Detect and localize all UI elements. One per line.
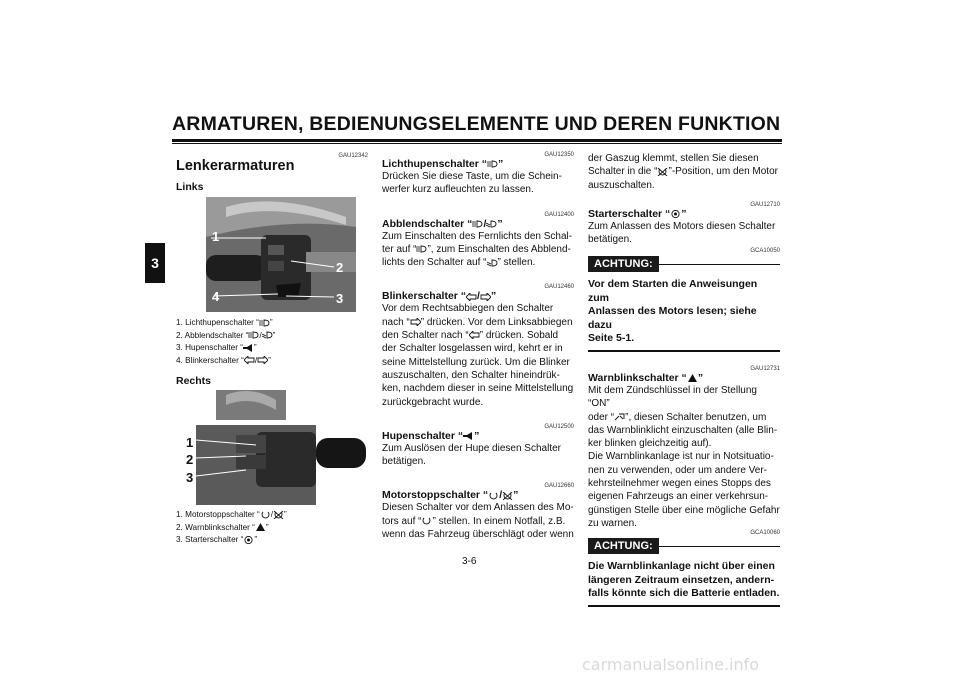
low-beam-icon [487, 259, 498, 267]
links-label: Links [176, 181, 204, 193]
callout-3: 3 [186, 470, 194, 485]
links-captions [176, 317, 366, 367]
caution-text: Die Warnblinkanlage nicht über einen längeren Zeitraum einsetzen, andern- falls könnte sich die Batterie entladen. [588, 560, 780, 600]
engine-stop-icon [273, 511, 284, 519]
middle-column [382, 152, 574, 541]
turn-right-icon [410, 318, 421, 326]
section-code: GAU12460 [544, 284, 574, 291]
caption-item: 2. Warnblinkschalter “ ” [176, 522, 269, 532]
high-beam-icon [248, 331, 259, 339]
header-rule [172, 139, 782, 142]
engine-run-icon [260, 511, 271, 519]
caution-badge: ACHTUNG: [588, 538, 659, 554]
callout-3: 3 [336, 291, 344, 306]
left-handlebar-illustration [206, 197, 356, 312]
section-code: GAU12350 [544, 152, 574, 158]
section-code: GAU12660 [544, 483, 574, 490]
section-title: Hupenschalter “ ” [382, 429, 480, 442]
paragraph: Zum Auslösen der Hupe diesen Schalter betätigen. [382, 442, 561, 468]
hazard-icon [255, 523, 266, 531]
caption-item: 3. Hupenschalter “ ” [176, 343, 257, 352]
caution-code: GCA10060 [750, 530, 780, 537]
paragraph: Zum Einschalten des Fernlichts den Schal- ter auf “ ”, zum Einschalten des Abblend- lichts den Schalter auf “ ” stellen. [382, 230, 573, 269]
turn-right-icon [480, 293, 491, 301]
chapter-tab: 3 [145, 243, 165, 283]
section-title: Blinkerschalter “ / ” [382, 290, 497, 303]
caption-item: 1. Lichthupenschalter “ ” [176, 318, 273, 327]
header-rule-thin [172, 143, 782, 144]
right-handlebar-photo [176, 390, 366, 505]
rechts-captions [176, 509, 366, 547]
callout-2: 2 [186, 452, 194, 467]
caption-item: 1. Motorstoppschalter “ / ” [176, 510, 287, 519]
high-beam-flash-icon [259, 319, 270, 327]
caution-bottom-rule [588, 350, 780, 352]
caution-badge: ACHTUNG: [588, 256, 659, 272]
turn-left-icon [244, 356, 255, 364]
engine-run-icon [421, 517, 432, 525]
caution-bottom-rule [588, 605, 780, 607]
callout-4: 4 [212, 289, 220, 304]
caution-header [588, 538, 780, 554]
section-title: Starterschalter “ ” [588, 207, 687, 220]
starter-icon [670, 210, 681, 218]
engine-run-icon [488, 492, 499, 500]
parking-key-icon [614, 413, 625, 421]
paragraph: Vor dem Rechtsabbiegen den Schalter nach “ ” drücken. Vor dem Linksabbiegen den Schalter nach “ ” drücken. Sobald der Schalter losgelassen wird, kehrt er in seine Mittelstellung zurück. Um die Blinker auszuschalten, den Schalter hineindrük- ken, nachdem dieser in seine Mittelstellung zurückgebracht wurde. [382, 303, 574, 408]
paragraph: Drücken Sie diese Taste, um die Schein- werfer kurz aufleuchten zu lassen. [382, 171, 562, 196]
engine-stop-icon [657, 168, 668, 176]
starter-icon [243, 536, 254, 544]
caution-rule [659, 546, 780, 547]
turn-left-icon [466, 293, 477, 301]
high-beam-icon [472, 220, 483, 228]
caution-header [588, 256, 780, 272]
right-column [588, 152, 780, 607]
page-title: ARMATUREN, BEDIENUNGSELEMENTE UND DEREN FUNKTION [172, 113, 781, 135]
paragraph: Diesen Schalter vor dem Anlassen des Mo- tors auf “ ” stellen. In einem Notfall, z.B. wenn das Fahrzeug überschlägt oder wenn [382, 502, 574, 541]
caution-code: GCA10050 [750, 248, 780, 255]
high-beam-flash-icon [487, 160, 498, 168]
section-title: Abblendschalter “ / ” [382, 217, 503, 230]
caption-item: 3. Starterschalter “ ” [176, 535, 258, 544]
low-beam-icon [262, 331, 273, 339]
section-heading: Lenkerarmaturen [176, 158, 295, 174]
caution-text: Vor dem Starten die Anweisungen zum Anlassen des Motors lesen; siehe dazu Seite 5-1. [588, 278, 758, 345]
page-number: 3-6 [462, 556, 477, 567]
engine-stop-icon [502, 492, 513, 500]
turn-right-icon [257, 356, 268, 364]
section-code: GAU12500 [544, 423, 574, 430]
callout-1: 1 [186, 435, 194, 450]
high-beam-icon [416, 245, 427, 253]
rechts-label: Rechts [176, 375, 212, 387]
left-handlebar-photo [206, 197, 356, 312]
callout-2: 2 [336, 260, 344, 275]
low-beam-icon [486, 220, 497, 228]
section-title: Warnblinkschalter “ ” [588, 371, 704, 384]
caution-rule [659, 264, 780, 265]
section-code: GAU12400 [544, 211, 574, 218]
right-handlebar-illustration [176, 390, 366, 505]
hazard-icon [687, 374, 698, 382]
section-code: GAU12731 [750, 365, 780, 372]
horn-icon [243, 344, 254, 352]
section-title: Motorstoppschalter “ / ” [382, 489, 519, 502]
caption-item: 4. Blinkerschalter “ / ” [176, 355, 271, 365]
paragraph: Mit dem Zündschlüssel in der Stellung “ON” oder “ ”, diesen Schalter benutzen, um das Warnblinklicht einzuschalten (alle Blin- ker blinken gleichzeitig auf). Die Warnblinkanlage ist nur in Notsituatio- nen zu verwenden, oder um andere Ver- kehrsteilnehmer wegen eines Stopps des eigenen Fahrzeugs an einer verkehrsun- günstigen Stelle über eine mögliche Gefahr zu warnen. [588, 384, 780, 529]
paragraph: der Gaszug klemmt, stellen Sie diesen Schalter in die “ ”-Position, um den Motor auszuschalten. [588, 153, 778, 191]
callout-1: 1 [212, 229, 220, 244]
section-code: GAU12342 [338, 153, 368, 159]
section-code: GAU12710 [750, 201, 780, 208]
horn-icon [463, 432, 474, 440]
caption-item: 2. Abblendschalter “ / ” [176, 330, 276, 340]
paragraph: Zum Anlassen des Motors diesen Schalter betätigen. [588, 220, 776, 246]
section-title: Lichthupenschalter “ ” [382, 158, 504, 170]
turn-left-icon [469, 331, 480, 339]
